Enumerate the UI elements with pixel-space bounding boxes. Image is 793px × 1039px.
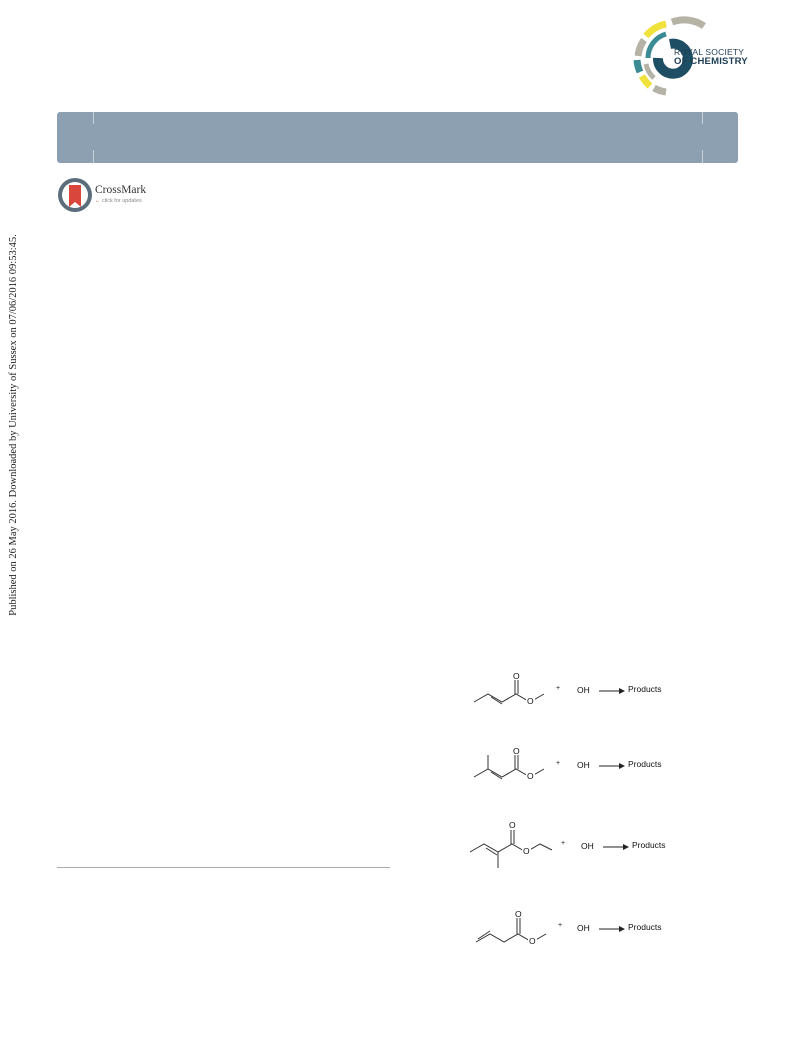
plus-sign: + xyxy=(558,922,563,929)
product-label: Products xyxy=(628,684,662,694)
plus-sign: + xyxy=(556,760,561,767)
reagent-label: OH xyxy=(577,923,590,933)
rsc-logo-text xyxy=(674,47,748,67)
reaction-arrow-icon xyxy=(599,687,625,695)
ester-oxygen-label: O xyxy=(523,846,530,856)
crossmark-subtitle-text: click for updates xyxy=(102,198,142,204)
reagent-label: OH xyxy=(577,685,590,695)
reagent-label: OH xyxy=(577,760,590,770)
reaction-arrow-icon xyxy=(599,762,625,770)
product-label: Products xyxy=(628,922,662,932)
reaction-arrow-icon xyxy=(599,925,625,933)
plus-sign: + xyxy=(561,840,566,847)
ester-oxygen-label: O xyxy=(527,696,534,706)
rsc-line2: OF CHEMISTRY xyxy=(674,56,748,67)
crossmark-subtitle[interactable] xyxy=(95,198,142,204)
product-label: Products xyxy=(628,759,662,769)
crossmark-badge[interactable] xyxy=(57,177,93,213)
carbonyl-oxygen-label: O xyxy=(515,909,522,919)
rsc-line1: ROYAL SOCIETY xyxy=(674,47,745,57)
carbonyl-oxygen-label: O xyxy=(513,671,520,681)
carbonyl-oxygen-label: O xyxy=(509,820,516,830)
reagent-label: OH xyxy=(581,841,594,851)
download-notice xyxy=(6,230,22,620)
crossmark-title[interactable]: CrossMark xyxy=(95,184,147,196)
footnote-rule xyxy=(57,867,390,868)
reaction-arrow-icon xyxy=(603,843,629,851)
reaction-scheme-4 xyxy=(466,908,676,953)
reaction-scheme-1 xyxy=(466,673,676,718)
product-label: Products xyxy=(632,840,666,850)
journal-header-bar xyxy=(57,112,738,163)
plus-sign: + xyxy=(556,685,561,692)
reaction-scheme-3 xyxy=(466,822,676,867)
ethyl-tiglate-structure xyxy=(466,822,566,872)
reaction-scheme-2 xyxy=(466,748,676,793)
crossmark-bookmark-icon xyxy=(57,177,93,213)
ester-oxygen-label: O xyxy=(527,771,534,781)
left-arrow-icon: ← xyxy=(95,198,101,204)
carbonyl-oxygen-label: O xyxy=(513,746,520,756)
download-notice-text: Published on 26 May 2016. Downloaded by University of Sussex on 07/06/2016 09:53:45. xyxy=(8,234,19,616)
ester-oxygen-label: O xyxy=(529,936,536,946)
